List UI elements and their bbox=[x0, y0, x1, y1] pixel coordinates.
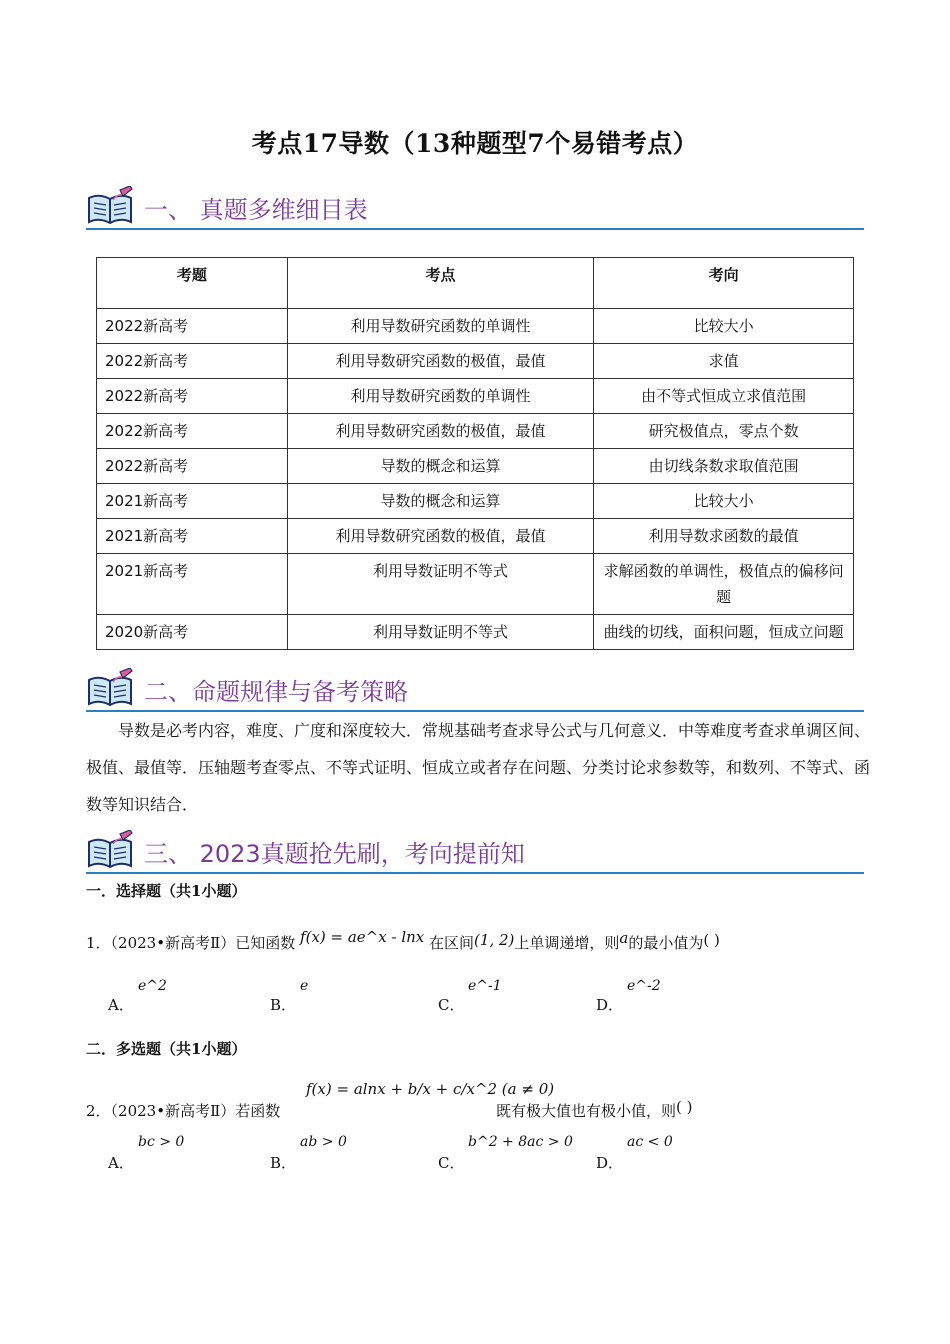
question-tail: 既有极大值也有极小值，则 bbox=[496, 1102, 677, 1120]
table-row bbox=[97, 554, 854, 615]
function-expression: f(x) = alnx + b/x + c/x^2 (a ≠ 0) bbox=[306, 1080, 555, 1098]
cell-direction: 比较大小 bbox=[594, 484, 854, 519]
part1-heading: 一．选择题（共1小题） bbox=[86, 882, 247, 900]
book-pen-icon bbox=[86, 830, 134, 872]
cell-exam: 2022新高考 bbox=[97, 379, 288, 414]
section-header-2 bbox=[86, 668, 864, 712]
strategy-paragraph: 导数是必考内容，难度、广度和深度较大．常规基础考查求导公式与几何意义．中等难度考查求单调区间、极值、最值等．压轴题考查零点、不等式证明、恒成立或者存在问题、分类讨论求参数等，和数列、不等式、函数等知识结合． bbox=[86, 721, 871, 814]
cell-point: 利用导数研究函数的极值，最值 bbox=[287, 519, 594, 554]
function-expression: f(x) = ae^x - lnx bbox=[300, 928, 425, 946]
page-title: 考点17导数（13种题型7个易错考点） bbox=[251, 129, 699, 158]
option-value: e^-1 bbox=[468, 978, 502, 994]
cell-point: 利用导数证明不等式 bbox=[287, 615, 594, 650]
option-letter: D． bbox=[596, 1154, 624, 1172]
book-pen-icon bbox=[86, 186, 134, 228]
cell-point: 导数的概念和运算 bbox=[287, 449, 594, 484]
table-row bbox=[97, 414, 854, 449]
cell-exam: 2021新高考 bbox=[97, 554, 288, 615]
question-source: （2023•新高考Ⅱ）若函数 bbox=[110, 1102, 281, 1120]
column-header-exam: 考题 bbox=[97, 258, 288, 309]
table-row bbox=[97, 615, 854, 650]
section-title-1: 一、 真题多维细目表 bbox=[144, 196, 368, 224]
option-letter: B． bbox=[270, 1154, 297, 1172]
section-header-1 bbox=[86, 186, 864, 230]
cell-exam: 2022新高考 bbox=[97, 344, 288, 379]
question-text bbox=[496, 1100, 693, 1121]
option-value: bc > 0 bbox=[138, 1134, 185, 1150]
question-text: 上单调递增，则 bbox=[514, 934, 620, 952]
option-value: e^-2 bbox=[627, 978, 661, 994]
option-letter: D． bbox=[596, 996, 624, 1014]
cell-point: 导数的概念和运算 bbox=[287, 484, 594, 519]
cell-point: 利用导数研究函数的单调性 bbox=[287, 309, 594, 344]
answer-paren: ( ) bbox=[703, 931, 720, 949]
option-value: ac < 0 bbox=[627, 1134, 673, 1150]
table-row bbox=[97, 344, 854, 379]
section-title-3: 三、 2023真题抢先刷，考向提前知 bbox=[144, 840, 525, 868]
option-value: e^2 bbox=[138, 978, 167, 994]
question-number: 1． bbox=[86, 934, 111, 952]
question-text: 在区间 bbox=[429, 934, 475, 952]
option-letter: A． bbox=[108, 1154, 134, 1172]
cell-exam: 2022新高考 bbox=[97, 449, 288, 484]
cell-point: 利用导数研究函数的极值，最值 bbox=[287, 414, 594, 449]
option-value: ab > 0 bbox=[300, 1134, 347, 1150]
option-letter: A． bbox=[108, 996, 134, 1014]
option-value: e bbox=[300, 978, 309, 994]
section-title-2: 二、命题规律与备考策略 bbox=[144, 678, 408, 706]
cell-direction: 由切线条数求取值范围 bbox=[594, 449, 854, 484]
cell-point: 利用导数研究函数的单调性 bbox=[287, 379, 594, 414]
cell-exam: 2021新高考 bbox=[97, 484, 288, 519]
table-row bbox=[97, 379, 854, 414]
cell-direction: 由不等式恒成立求值范围 bbox=[594, 379, 854, 414]
question-text: 的最小值为 bbox=[628, 934, 704, 952]
variable: a bbox=[619, 929, 629, 947]
part2-heading: 二．多选题（共1小题） bbox=[86, 1040, 247, 1058]
question-number: 2． bbox=[86, 1102, 111, 1120]
cell-exam: 2021新高考 bbox=[97, 519, 288, 554]
interval-expression: (1, 2) bbox=[474, 931, 515, 949]
question-2 bbox=[86, 1100, 280, 1121]
option-value: b^2 + 8ac > 0 bbox=[468, 1134, 573, 1150]
column-header-point: 考点 bbox=[287, 258, 594, 309]
table-header-row bbox=[97, 258, 854, 309]
table-row bbox=[97, 484, 854, 519]
section-header-3 bbox=[86, 830, 864, 874]
table-row bbox=[97, 449, 854, 484]
cell-exam: 2020新高考 bbox=[97, 615, 288, 650]
cell-point: 利用导数研究函数的极值，最值 bbox=[287, 344, 594, 379]
cell-direction: 利用导数求函数的最值 bbox=[594, 519, 854, 554]
cell-exam: 2022新高考 bbox=[97, 309, 288, 344]
section-rule bbox=[86, 872, 864, 874]
cell-direction: 求值 bbox=[594, 344, 854, 379]
cell-direction: 曲线的切线，面积问题，恒成立问题 bbox=[594, 615, 854, 650]
table-row bbox=[97, 519, 854, 554]
cell-point: 利用导数证明不等式 bbox=[287, 554, 594, 615]
cell-direction: 比较大小 bbox=[594, 309, 854, 344]
question-source: （2023•新高考Ⅱ）已知函数 bbox=[110, 934, 296, 952]
book-pen-icon bbox=[86, 668, 134, 710]
column-header-direction: 考向 bbox=[594, 258, 854, 309]
option-letter: B． bbox=[270, 996, 297, 1014]
section-rule bbox=[86, 228, 864, 230]
exam-breakdown-table bbox=[96, 257, 854, 650]
question-1 bbox=[86, 928, 720, 953]
cell-direction: 研究极值点，零点个数 bbox=[594, 414, 854, 449]
answer-paren: ( ) bbox=[676, 1098, 693, 1116]
option-letter: C． bbox=[438, 1154, 465, 1172]
table-row bbox=[97, 309, 854, 344]
cell-direction: 求解函数的单调性，极值点的偏移问题 bbox=[594, 554, 854, 615]
option-letter: C． bbox=[438, 996, 465, 1014]
cell-exam: 2022新高考 bbox=[97, 414, 288, 449]
